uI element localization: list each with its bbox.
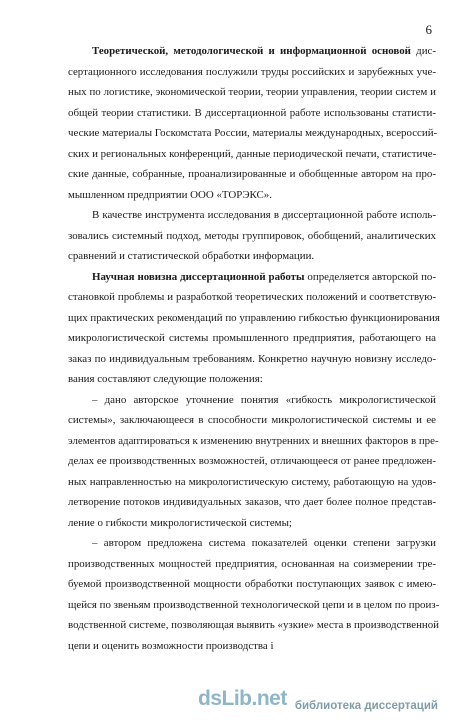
watermark-tagline: библиотека диссертаций: [294, 700, 438, 712]
text-line: летворение потоков индивидуальных заказов, что дает более полное представ-: [68, 496, 436, 508]
text-line: мышленном предприятии ООО «ТОРЭКС».: [68, 188, 272, 201]
text-line: буемой производственной мощности обработки поступающих заявок с имею-: [68, 578, 436, 590]
text-line: щейся по звеньям производственной технологической цепи и в целом по произ-: [68, 598, 440, 611]
paragraph-novelty: [68, 267, 440, 390]
text-line: становкой проблемы и разработкой теоретических положений и соответствую-: [68, 291, 436, 303]
text-line: зовались системный подход, методы группировок, обобщений, аналитических: [68, 229, 436, 242]
text-line: вания составляют следующие положения:: [68, 373, 263, 385]
text-line: общей теории статистики. В диссертационной работе использованы статисти-: [68, 106, 436, 119]
text-line: водственной системе, позволяющая выявить «узкие» места в производственной: [68, 619, 440, 631]
watermark-logo: dsLib.net: [198, 687, 287, 710]
document-body: [68, 41, 440, 656]
bold-lead: Теоретической, методологической и информационной основой: [92, 45, 411, 57]
text-line: щих практических рекомендаций по управлению гибкостью функционирования: [68, 311, 440, 324]
bold-lead: Научная новизна диссертационной работы: [92, 270, 305, 283]
text-line: сравнений и статистической обработки информации.: [68, 250, 315, 262]
watermark: [198, 686, 438, 712]
paragraph-point-2: [68, 533, 440, 656]
text-line: ление о гибкости микрологистической системы;: [68, 516, 292, 529]
text-line: микрологистической системы промышленного предприятия, работающего на: [68, 332, 436, 344]
paragraph-point-1: [68, 390, 439, 534]
text-line: системы», заключающееся в способности микрологистической системы и ее: [68, 414, 436, 426]
page-number: 6: [425, 22, 432, 37]
text-line: цепи и оценить возможности производства і: [68, 639, 274, 652]
text-line: Теоретической, методологической и информационной основой дис-: [92, 45, 436, 57]
text-line: В качестве инструмента исследования в диссертационной работе исполь-: [92, 209, 436, 221]
text-line: элементов адаптироваться к изменению внутренних и внешних факторов в пре-: [68, 434, 439, 447]
text-line: ских и региональных конференций, данные периодической печати, статистиче-: [68, 147, 437, 160]
text-line: Научная новизна диссертационной работы определяется авторской по-: [92, 270, 436, 283]
text-line: – дано авторское уточнение понятия «гибкость микрологистической: [92, 393, 436, 406]
paragraph-methodology: [68, 41, 436, 205]
text-line: – автором предложена система показателей оценки степени загрузки: [92, 537, 436, 549]
text-line: заказ по индивидуальным требованиям. Конкретно научную новизну исследо-: [68, 352, 436, 365]
text-line: ческие материалы Госкомстата России, материалы международных, всероссий-: [68, 127, 438, 139]
text-line: производственных мощностей предприятия, основанная на соизмерении тре-: [68, 557, 436, 570]
text-line: сертационного исследования послужили труды российских и зарубежных уче-: [68, 65, 436, 78]
text-line: ных по логистике, экономической теории, теории управления, теории систем и: [68, 86, 436, 98]
text-line: ных направленностью на микрологистическую систему, работающую на удов-: [68, 475, 436, 488]
text-line: ские данные, собранные, проанализированные и обобщенные автором на про-: [68, 168, 436, 180]
paragraph-tools: [68, 205, 436, 267]
text-line: делах ее производственных возможностей, отличающееся от ранее предложен-: [68, 455, 436, 467]
